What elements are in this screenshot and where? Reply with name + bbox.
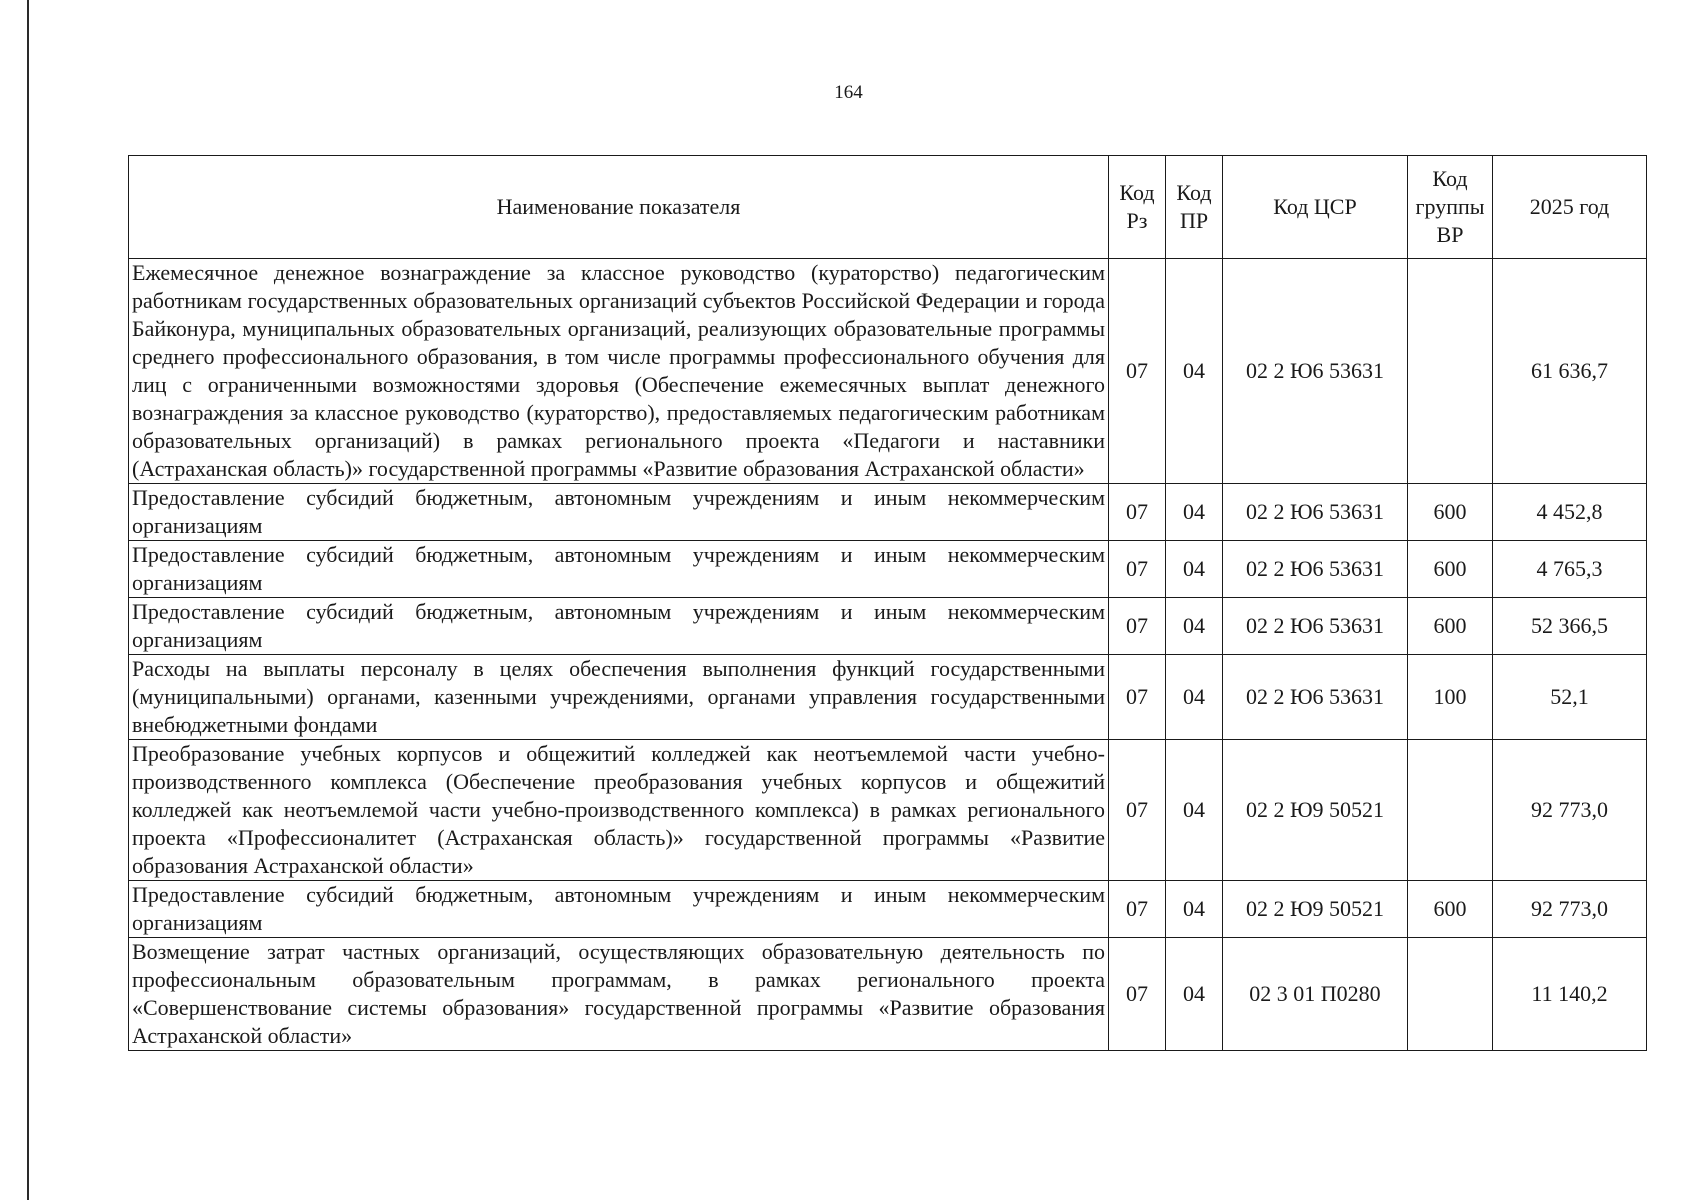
row-rz: 07 xyxy=(1109,655,1166,740)
table-row xyxy=(129,938,1647,1051)
row-csr: 02 2 Ю9 50521 xyxy=(1223,881,1408,938)
row-name: Ежемесячное денежное вознаграждение за классное руководство (кураторство) педагогическим работникам государственных образовательных организаций субъектов Российской Федерации и города Байконура, муниципальных образовательных организаций, реализующих образовательные программы среднего профессионального образования, в том числе программы профессионального обучения для лиц с ограниченными возможностями здоровья (Обеспечение ежемесячных выплат денежного вознаграждения за классное руководство (кураторство), предоставляемых педагогическим работникам образовательных организаций) в рамках регионального проекта «Педагоги и наставники (Астраханская область)» государственной программы «Развитие образования Астраханской области» xyxy=(129,259,1109,484)
row-name: Предоставление субсидий бюджетным, автономным учреждениям и иным некоммерческим организациям xyxy=(129,881,1109,938)
row-pr: 04 xyxy=(1166,484,1223,541)
row-vr: 600 xyxy=(1408,484,1493,541)
row-csr: 02 2 Ю6 53631 xyxy=(1223,484,1408,541)
row-vr: 600 xyxy=(1408,598,1493,655)
row-csr: 02 2 Ю6 53631 xyxy=(1223,259,1408,484)
row-vr: 100 xyxy=(1408,655,1493,740)
row-rz: 07 xyxy=(1109,484,1166,541)
row-amount: 92 773,0 xyxy=(1493,740,1647,881)
row-amount: 92 773,0 xyxy=(1493,881,1647,938)
row-vr: 600 xyxy=(1408,541,1493,598)
row-vr xyxy=(1408,259,1493,484)
header-rz: Код Рз xyxy=(1109,156,1166,259)
row-pr: 04 xyxy=(1166,938,1223,1051)
row-rz: 07 xyxy=(1109,938,1166,1051)
header-csr: Код ЦСР xyxy=(1223,156,1408,259)
row-csr: 02 2 Ю9 50521 xyxy=(1223,740,1408,881)
row-vr xyxy=(1408,740,1493,881)
header-vr: Код группы ВР xyxy=(1408,156,1493,259)
table-row xyxy=(129,740,1647,881)
row-pr: 04 xyxy=(1166,259,1223,484)
budget-table xyxy=(128,155,1647,1051)
scan-margin-line xyxy=(27,0,29,1200)
header-name: Наименование показателя xyxy=(129,156,1109,259)
table-row xyxy=(129,598,1647,655)
row-amount: 61 636,7 xyxy=(1493,259,1647,484)
header-pr: Код ПР xyxy=(1166,156,1223,259)
row-name: Преобразование учебных корпусов и общежитий колледжей как неотъемлемой части учебно-производственного комплекса (Обеспечение преобразования учебных корпусов и общежитий колледжей как неотъемлемой части учебно-производственного комплекса) в рамках регионального проекта «Профессионалитет (Астраханская область)» государственной программы «Развитие образования Астраханской области» xyxy=(129,740,1109,881)
table-row xyxy=(129,881,1647,938)
table-header-row xyxy=(129,156,1647,259)
table-row xyxy=(129,484,1647,541)
row-pr: 04 xyxy=(1166,881,1223,938)
row-rz: 07 xyxy=(1109,259,1166,484)
row-amount: 4 765,3 xyxy=(1493,541,1647,598)
row-pr: 04 xyxy=(1166,598,1223,655)
row-csr: 02 2 Ю6 53631 xyxy=(1223,541,1408,598)
row-pr: 04 xyxy=(1166,740,1223,881)
row-name: Предоставление субсидий бюджетным, автономным учреждениям и иным некоммерческим организациям xyxy=(129,541,1109,598)
table-row xyxy=(129,259,1647,484)
row-csr: 02 2 Ю6 53631 xyxy=(1223,598,1408,655)
row-amount: 11 140,2 xyxy=(1493,938,1647,1051)
row-name: Предоставление субсидий бюджетным, автономным учреждениям и иным некоммерческим организациям xyxy=(129,484,1109,541)
row-pr: 04 xyxy=(1166,541,1223,598)
row-rz: 07 xyxy=(1109,598,1166,655)
row-vr xyxy=(1408,938,1493,1051)
row-csr: 02 2 Ю6 53631 xyxy=(1223,655,1408,740)
row-amount: 4 452,8 xyxy=(1493,484,1647,541)
table-row xyxy=(129,541,1647,598)
row-name: Предоставление субсидий бюджетным, автономным учреждениям и иным некоммерческим организациям xyxy=(129,598,1109,655)
row-rz: 07 xyxy=(1109,541,1166,598)
table-row xyxy=(129,655,1647,740)
row-name: Расходы на выплаты персоналу в целях обеспечения выполнения функций государственными (муниципальными) органами, казенными учреждениями, органами управления государственными внебюджетными фондами xyxy=(129,655,1109,740)
row-name: Возмещение затрат частных организаций, осуществляющих образовательную деятельность по профессиональным образовательным программам, в рамках регионального проекта «Совершенствование системы образования» государственной программы «Развитие образования Астраханской области» xyxy=(129,938,1109,1051)
row-rz: 07 xyxy=(1109,740,1166,881)
row-rz: 07 xyxy=(1109,881,1166,938)
row-amount: 52 366,5 xyxy=(1493,598,1647,655)
page-number: 164 xyxy=(834,82,863,103)
row-pr: 04 xyxy=(1166,655,1223,740)
row-amount: 52,1 xyxy=(1493,655,1647,740)
row-vr: 600 xyxy=(1408,881,1493,938)
header-year: 2025 год xyxy=(1493,156,1647,259)
row-csr: 02 3 01 П0280 xyxy=(1223,938,1408,1051)
